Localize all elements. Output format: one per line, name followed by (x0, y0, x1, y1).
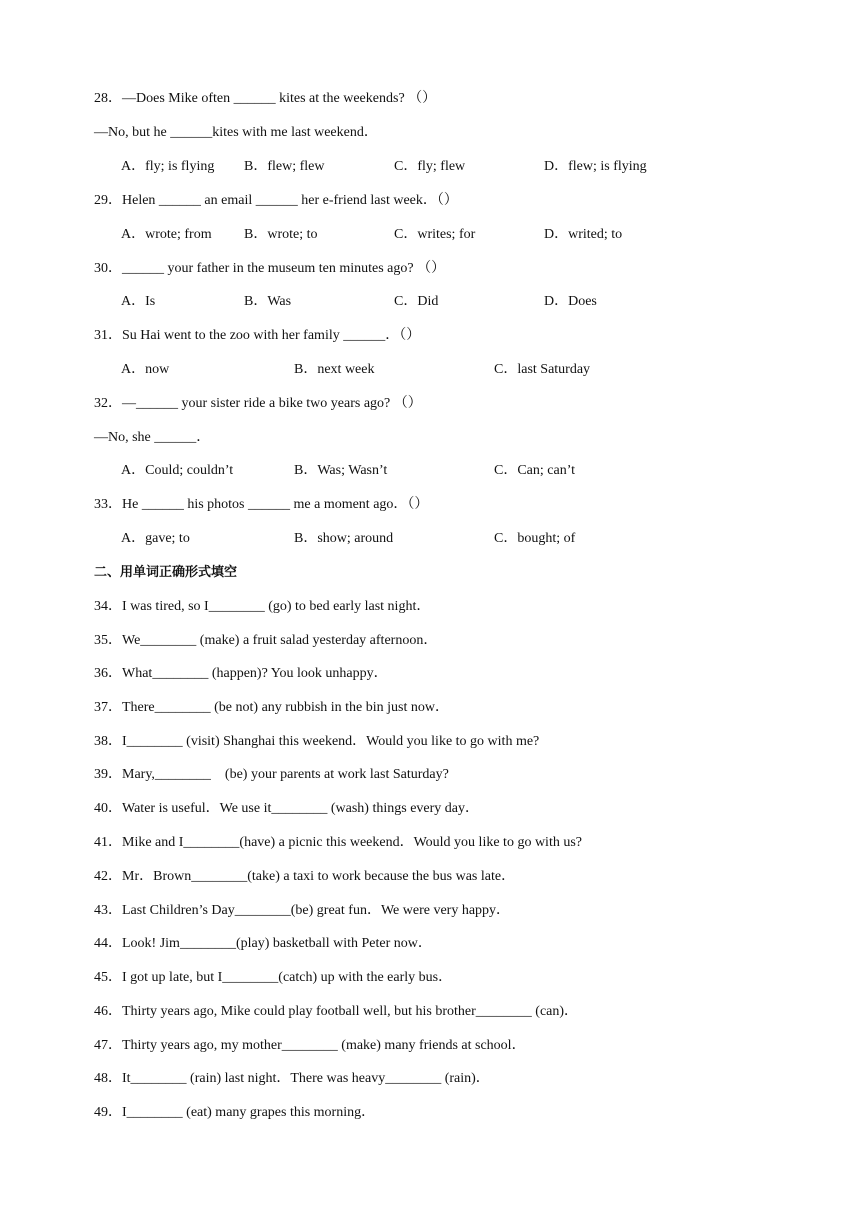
question-44: 44．Look! Jim________(play) basketball with Peter now． (94, 936, 432, 951)
question-47: 47．Thirty years ago, my mother________ (make) many friends at school． (94, 1038, 526, 1053)
option-a: A．now (121, 362, 170, 377)
option-c: C．Can; can’t (494, 463, 576, 478)
option-a: A．gave; to (121, 531, 190, 546)
question-28-stem-reply: —No, but he ______kites with me last weekend． (94, 125, 378, 140)
option-a: A．Could; couldn’t (121, 463, 234, 478)
question-29-stem: 29．Helen ______ an email ______ her e-friend last week．（） (94, 193, 458, 208)
option-c: C．last Saturday (494, 362, 591, 377)
option-b: B．Was (244, 294, 292, 309)
question-33-options (121, 530, 761, 548)
question-36: 36．What________ (happen)? You look unhappy． (94, 666, 388, 681)
option-a: A．wrote; from (121, 227, 212, 242)
option-b: B．Was; Wasn’t (294, 463, 388, 478)
question-30-options (121, 293, 761, 311)
question-30-stem: 30．______ your father in the museum ten minutes ago? （） (94, 261, 446, 276)
question-28-options (121, 158, 761, 176)
question-31-stem: 31．Su Hai went to the zoo with her family ______．（） (94, 328, 421, 343)
option-b: B．flew; flew (244, 159, 325, 174)
question-28-stem: 28．—Does Mike often ______ kites at the weekends? （） (94, 91, 437, 106)
option-b: B．next week (294, 362, 375, 377)
question-32-stem: 32．—______ your sister ride a bike two years ago? （） (94, 396, 422, 411)
option-d: D．Does (544, 294, 597, 309)
option-b: B．show; around (294, 531, 394, 546)
option-c: C．fly; flew (394, 159, 466, 174)
section-heading: 二、用单词正确形式填空 (94, 565, 238, 580)
question-41: 41．Mike and I________(have) a picnic this weekend．Would you like to go with us? (94, 835, 582, 850)
question-45: 45．I got up late, but I________(catch) up with the early bus． (94, 970, 453, 985)
question-35: 35．We________ (make) a fruit salad yesterday afternoon． (94, 633, 438, 648)
question-37: 37．There________ (be not) any rubbish in the bin just now． (94, 700, 450, 715)
option-a: A．Is (121, 294, 156, 309)
question-42: 42．Mr．Brown________(take) a taxi to work because the bus was late． (94, 869, 516, 884)
question-32-options (121, 462, 761, 480)
question-31-options (121, 361, 761, 379)
question-40: 40．Water is useful．We use it________ (wash) things every day． (94, 801, 479, 816)
option-b: B．wrote; to (244, 227, 318, 242)
question-39: 39．Mary,________ (be) your parents at work last Saturday? (94, 767, 449, 782)
question-43: 43．Last Children’s Day________(be) great fun．We were very happy． (94, 903, 511, 918)
question-32-stem-reply: —No, she ______． (94, 430, 211, 445)
option-d: D．writed; to (544, 227, 623, 242)
question-29-options (121, 226, 761, 244)
question-33-stem: 33．He ______ his photos ______ me a moment ago．（） (94, 497, 429, 512)
option-a: A．fly; is flying (121, 159, 215, 174)
option-d: D．flew; is flying (544, 159, 647, 174)
option-c: C．Did (394, 294, 439, 309)
option-c: C．writes; for (394, 227, 476, 242)
question-48: 48．It________ (rain) last night．There was heavy________ (rain)． (94, 1071, 490, 1086)
question-49: 49．I________ (eat) many grapes this morning． (94, 1105, 376, 1120)
question-38: 38．I________ (visit) Shanghai this weekend．Would you like to go with me? (94, 734, 540, 749)
question-46: 46．Thirty years ago, Mike could play football well, but his brother________ (can)． (94, 1004, 579, 1019)
option-c: C．bought; of (494, 531, 576, 546)
question-34: 34．I was tired, so I________ (go) to bed early last night． (94, 599, 431, 614)
